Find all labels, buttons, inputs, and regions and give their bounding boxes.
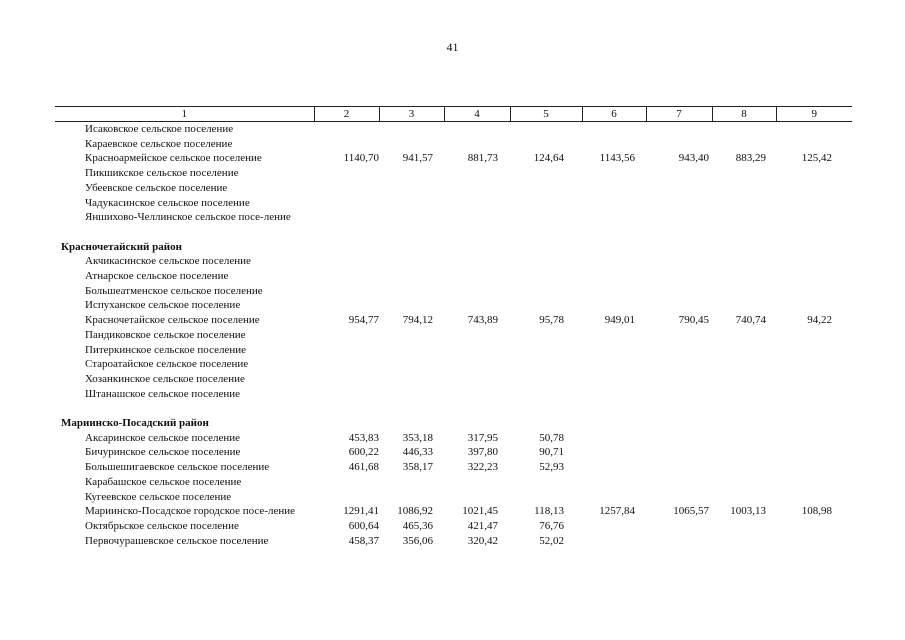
- value-cell-col-3: [379, 284, 444, 299]
- value-cell-col-5: 118,13: [534, 505, 564, 518]
- page-number: 41: [446, 40, 459, 54]
- settlement-name: Большеатменское сельское поселение: [85, 284, 263, 297]
- value-cell-col-3: [379, 328, 444, 343]
- value-cell-col-4: 317,95: [467, 431, 498, 444]
- table-row: [55, 298, 852, 313]
- settlement-name: Штанашское сельское поселение: [85, 387, 241, 400]
- table-row: [55, 372, 852, 387]
- value-cell-col-5: [510, 343, 582, 358]
- value-cell-col-4: 397,80: [467, 446, 498, 459]
- spacer-row: [55, 401, 852, 416]
- value-cell-col-2: 1140,70: [343, 152, 379, 165]
- value-cell-col-3: 1086,92: [397, 505, 433, 518]
- settlement-name: Первочурашевское сельское поселение: [85, 534, 269, 547]
- value-cell-col-2: 453,83: [348, 431, 379, 444]
- value-cell-col-3: 358,17: [402, 461, 433, 474]
- value-cell-col-8: [712, 475, 776, 490]
- value-cell-col-9: [776, 166, 852, 181]
- value-cell-col-2: [314, 137, 379, 152]
- value-cell-col-7: [646, 269, 712, 284]
- spacer-cell: [55, 225, 852, 240]
- settlement-name: Испуханское сельское поселение: [85, 299, 241, 312]
- value-cell-col-9: [776, 210, 852, 225]
- value-cell-col-6: [582, 357, 646, 372]
- settlement-name: Красночетайское сельское поселение: [85, 314, 260, 327]
- value-cell-col-2: [314, 298, 379, 313]
- value-cell-col-8: [712, 166, 776, 181]
- value-cell-col-8: [712, 357, 776, 372]
- value-cell-col-3: [379, 357, 444, 372]
- value-cell-col-2: [314, 343, 379, 358]
- value-cell-col-2: [314, 372, 379, 387]
- value-cell-col-6: [582, 137, 646, 152]
- value-cell-col-9: 94,22: [807, 314, 832, 327]
- value-cell-col-4: [444, 284, 510, 299]
- value-cell-col-4: [444, 196, 510, 211]
- value-cell-col-4: [444, 254, 510, 269]
- value-cell-col-4: [444, 181, 510, 196]
- header-row: [55, 107, 852, 122]
- value-cell-col-8: [712, 210, 776, 225]
- spacer-row: [55, 225, 852, 240]
- value-cell-col-4: [444, 328, 510, 343]
- value-cell-col-8: [712, 328, 776, 343]
- value-cell-col-8: [712, 181, 776, 196]
- value-cell-col-2: [314, 284, 379, 299]
- value-cell-col-8: [712, 196, 776, 211]
- table-row: [55, 490, 852, 505]
- table-row: [55, 343, 852, 358]
- value-cell-col-9: [776, 269, 852, 284]
- value-cell-col-6: [582, 210, 646, 225]
- settlement-name: Убеевское сельское поселение: [85, 181, 228, 194]
- table-row: [55, 166, 852, 181]
- value-cell-col-9: [776, 196, 852, 211]
- value-cell-col-2: [314, 328, 379, 343]
- column-header: 8: [712, 107, 776, 122]
- value-cell-col-9: [776, 343, 852, 358]
- table-row: [55, 122, 852, 137]
- value-cell-col-9: [776, 181, 852, 196]
- value-cell-col-4: 320,42: [467, 534, 498, 547]
- value-cell-col-5: 124,64: [533, 152, 564, 165]
- value-cell-col-5: [510, 475, 582, 490]
- value-cell-col-2: [314, 254, 379, 269]
- table-row: [55, 475, 852, 490]
- value-cell-col-4: [444, 490, 510, 505]
- value-cell-col-8: [712, 343, 776, 358]
- value-cell-col-6: [582, 298, 646, 313]
- value-cell-col-8: [712, 519, 776, 534]
- value-cell-col-6: 949,01: [604, 314, 635, 327]
- column-header: 3: [379, 107, 444, 122]
- value-cell-col-2: [314, 166, 379, 181]
- value-cell-col-8: [712, 490, 776, 505]
- value-cell-col-7: [646, 534, 712, 549]
- value-cell-col-3: 794,12: [402, 314, 433, 327]
- value-cell-col-5: 52,93: [539, 461, 564, 474]
- value-cell-col-5: [510, 284, 582, 299]
- value-cell-col-9: [776, 490, 852, 505]
- settlement-name: Мариинско-Посадское городское посе-ление: [85, 505, 296, 518]
- value-cell-col-6: 1143,56: [599, 152, 635, 165]
- value-cell-col-9: [776, 328, 852, 343]
- settlement-name: Карабашское сельское поселение: [85, 475, 242, 488]
- value-cell-col-2: [314, 387, 379, 402]
- value-cell-col-7: [646, 357, 712, 372]
- value-cell-col-2: [314, 475, 379, 490]
- table-row: [55, 313, 852, 328]
- settlement-name: Староатайское сельское поселение: [85, 358, 249, 371]
- value-cell-col-2: 461,68: [348, 461, 379, 474]
- value-cell-col-3: [379, 196, 444, 211]
- table-row: [55, 196, 852, 211]
- value-cell-col-2: 1291,41: [343, 505, 379, 518]
- value-cell-col-6: [582, 387, 646, 402]
- settlement-name: Октябрьское сельское поселение: [85, 519, 239, 532]
- value-cell-col-6: [582, 122, 646, 137]
- value-cell-col-4: [444, 269, 510, 284]
- value-cell-col-6: [582, 431, 646, 446]
- value-cell-col-3: 446,33: [402, 446, 433, 459]
- value-cell-col-5: [510, 372, 582, 387]
- value-cell-col-9: [776, 431, 852, 446]
- value-cell-col-8: [712, 534, 776, 549]
- value-cell-col-3: [379, 372, 444, 387]
- value-cell-col-7: [646, 490, 712, 505]
- value-cell-col-5: 76,76: [539, 519, 564, 532]
- value-cell-col-5: [510, 137, 582, 152]
- value-cell-col-8: 740,74: [735, 314, 766, 327]
- value-cell-col-5: [510, 387, 582, 402]
- settlement-name: Атнарское сельское поселение: [85, 270, 229, 283]
- spacer-cell: [55, 401, 852, 416]
- value-cell-col-8: [712, 431, 776, 446]
- value-cell-col-7: [646, 254, 712, 269]
- settlement-name: Чадукасинское сельское поселение: [85, 196, 250, 209]
- value-cell-col-2: [314, 210, 379, 225]
- settlement-name: Акчикасинское сельское поселение: [85, 255, 251, 268]
- value-cell-col-3: 941,57: [402, 152, 433, 165]
- value-cell-col-5: [510, 196, 582, 211]
- value-cell-col-9: [776, 387, 852, 402]
- value-cell-col-7: [646, 137, 712, 152]
- table-row: [55, 269, 852, 284]
- value-cell-col-4: 881,73: [467, 152, 498, 165]
- value-cell-col-7: [646, 343, 712, 358]
- value-cell-col-6: [582, 166, 646, 181]
- value-cell-col-9: 125,42: [801, 152, 832, 165]
- value-cell-col-5: [510, 269, 582, 284]
- value-cell-col-7: [646, 298, 712, 313]
- value-cell-col-2: [314, 181, 379, 196]
- district-heading: Красночетайский район: [61, 240, 182, 253]
- value-cell-col-2: 954,77: [348, 314, 379, 327]
- table-row: [55, 210, 852, 225]
- settlement-name: Аксаринское сельское поселение: [85, 431, 241, 444]
- value-cell-col-3: 353,18: [402, 431, 433, 444]
- value-cell-col-6: [582, 445, 646, 460]
- column-header: 6: [582, 107, 646, 122]
- value-cell-col-6: [582, 196, 646, 211]
- table-row: [55, 445, 852, 460]
- table-row: [55, 519, 852, 534]
- value-cell-col-3: [379, 181, 444, 196]
- value-cell-col-3: [379, 298, 444, 313]
- column-header: 9: [776, 107, 852, 122]
- value-cell-col-6: [582, 475, 646, 490]
- value-cell-col-6: [582, 534, 646, 549]
- value-cell-col-7: [646, 122, 712, 137]
- value-cell-col-7: [646, 445, 712, 460]
- table-row: [55, 431, 852, 446]
- value-cell-col-3: [379, 490, 444, 505]
- value-cell-col-4: [444, 387, 510, 402]
- value-cell-col-9: 108,98: [801, 505, 832, 518]
- value-cell-col-4: [444, 372, 510, 387]
- value-cell-col-6: [582, 519, 646, 534]
- value-cell-col-3: [379, 166, 444, 181]
- value-cell-col-6: [582, 460, 646, 475]
- value-cell-col-3: [379, 137, 444, 152]
- value-cell-col-5: [510, 490, 582, 505]
- value-cell-col-5: [510, 298, 582, 313]
- value-cell-col-7: [646, 166, 712, 181]
- value-cell-col-4: [444, 298, 510, 313]
- value-cell-col-8: 1003,13: [730, 505, 766, 518]
- table-row: [55, 181, 852, 196]
- value-cell-col-2: [314, 357, 379, 372]
- table-row: [55, 254, 852, 269]
- value-cell-col-5: [510, 181, 582, 196]
- column-header: 7: [646, 107, 712, 122]
- value-cell-col-6: [582, 328, 646, 343]
- value-cell-col-8: [712, 269, 776, 284]
- value-cell-col-5: 50,78: [539, 431, 564, 444]
- settlement-name: Красноармейское сельское поселение: [85, 152, 262, 165]
- value-cell-col-8: [712, 122, 776, 137]
- value-cell-col-4: [444, 475, 510, 490]
- value-cell-col-9: [776, 445, 852, 460]
- value-cell-col-3: [379, 122, 444, 137]
- data-table: [55, 106, 852, 548]
- value-cell-col-9: [776, 534, 852, 549]
- table-body: [55, 122, 852, 549]
- value-cell-col-2: 458,37: [348, 534, 379, 547]
- value-cell-col-5: 90,71: [539, 446, 564, 459]
- value-cell-col-8: [712, 445, 776, 460]
- value-cell-col-4: 1021,45: [462, 505, 498, 518]
- table-row: [55, 357, 852, 372]
- value-cell-col-5: [510, 210, 582, 225]
- value-cell-col-7: 1065,57: [673, 505, 709, 518]
- value-cell-col-7: [646, 181, 712, 196]
- table-row: [55, 504, 852, 519]
- value-cell-col-6: [582, 269, 646, 284]
- value-cell-col-5: [510, 254, 582, 269]
- value-cell-col-4: 743,89: [467, 314, 498, 327]
- value-cell-col-4: [444, 357, 510, 372]
- value-cell-col-8: [712, 284, 776, 299]
- settlement-name: Караевское сельское поселение: [85, 137, 233, 150]
- value-cell-col-7: [646, 519, 712, 534]
- settlement-name: Хозанкинское сельское поселение: [85, 372, 245, 385]
- value-cell-col-4: 322,23: [467, 461, 498, 474]
- value-cell-col-9: [776, 122, 852, 137]
- value-cell-col-5: 95,78: [539, 314, 564, 327]
- value-cell-col-8: [712, 298, 776, 313]
- value-cell-col-4: [444, 137, 510, 152]
- value-cell-col-5: [510, 166, 582, 181]
- value-cell-col-4: [444, 210, 510, 225]
- column-header: 1: [55, 107, 314, 122]
- settlement-name: Кугеевское сельское поселение: [85, 490, 232, 503]
- settlement-name: Исаковское сельское поселение: [85, 123, 234, 135]
- district-heading-row: [55, 416, 852, 431]
- value-cell-col-3: [379, 475, 444, 490]
- value-cell-col-9: [776, 460, 852, 475]
- table-row: [55, 137, 852, 152]
- value-cell-col-7: [646, 431, 712, 446]
- table-row: [55, 387, 852, 402]
- value-cell-col-5: [510, 122, 582, 137]
- value-cell-col-9: [776, 298, 852, 313]
- value-cell-col-4: [444, 166, 510, 181]
- value-cell-col-2: [314, 122, 379, 137]
- district-heading-row: [55, 240, 852, 255]
- column-header: 5: [510, 107, 582, 122]
- value-cell-col-8: [712, 460, 776, 475]
- value-cell-col-3: [379, 210, 444, 225]
- value-cell-col-6: [582, 343, 646, 358]
- value-cell-col-2: 600,64: [348, 519, 379, 532]
- value-cell-col-8: [712, 254, 776, 269]
- value-cell-col-7: [646, 328, 712, 343]
- value-cell-col-5: [510, 328, 582, 343]
- table-row: [55, 460, 852, 475]
- value-cell-col-3: [379, 269, 444, 284]
- value-cell-col-4: [444, 343, 510, 358]
- table-row: [55, 534, 852, 549]
- value-cell-col-6: 1257,84: [599, 505, 635, 518]
- value-cell-col-2: [314, 269, 379, 284]
- value-cell-col-8: [712, 372, 776, 387]
- value-cell-col-4: 421,47: [467, 519, 498, 532]
- value-cell-col-7: [646, 372, 712, 387]
- value-cell-col-8: [712, 137, 776, 152]
- settlement-name: Питеркинское сельское поселение: [85, 343, 246, 356]
- value-cell-col-7: [646, 460, 712, 475]
- settlement-name: Бичуринское сельское поселение: [85, 446, 241, 459]
- value-cell-col-2: 600,22: [348, 446, 379, 459]
- value-cell-col-3: 356,06: [402, 534, 433, 547]
- value-cell-col-5: 52,02: [539, 534, 564, 547]
- value-cell-col-4: [444, 122, 510, 137]
- value-cell-col-3: [379, 387, 444, 402]
- value-cell-col-9: [776, 357, 852, 372]
- table-row: [55, 284, 852, 299]
- value-cell-col-3: [379, 343, 444, 358]
- column-header: 4: [444, 107, 510, 122]
- value-cell-col-8: 883,29: [735, 152, 766, 165]
- value-cell-col-9: [776, 372, 852, 387]
- value-cell-col-8: [712, 387, 776, 402]
- table-row: [55, 151, 852, 166]
- value-cell-col-9: [776, 254, 852, 269]
- value-cell-col-6: [582, 490, 646, 505]
- value-cell-col-7: [646, 284, 712, 299]
- value-cell-col-7: 790,45: [678, 314, 709, 327]
- value-cell-col-2: [314, 490, 379, 505]
- value-cell-col-6: [582, 254, 646, 269]
- value-cell-col-2: [314, 196, 379, 211]
- column-header: 2: [314, 107, 379, 122]
- district-heading: Мариинско-Посадский район: [61, 417, 209, 430]
- settlement-name: Большешигаевское сельское поселение: [85, 461, 270, 474]
- value-cell-col-7: [646, 210, 712, 225]
- value-cell-col-9: [776, 475, 852, 490]
- value-cell-col-6: [582, 372, 646, 387]
- settlement-name: Яншихово-Челлинское сельское посе-ление: [85, 211, 291, 224]
- value-cell-col-3: [379, 254, 444, 269]
- value-cell-col-7: [646, 387, 712, 402]
- value-cell-col-6: [582, 284, 646, 299]
- table-row: [55, 328, 852, 343]
- value-cell-col-6: [582, 181, 646, 196]
- value-cell-col-7: [646, 475, 712, 490]
- value-cell-col-7: [646, 196, 712, 211]
- value-cell-col-7: 943,40: [678, 152, 709, 165]
- value-cell-col-9: [776, 137, 852, 152]
- value-cell-col-9: [776, 284, 852, 299]
- settlement-name: Пикшикское сельское поселение: [85, 167, 239, 180]
- settlement-name: Пандиковское сельское поселение: [85, 328, 246, 341]
- value-cell-col-9: [776, 519, 852, 534]
- value-cell-col-3: 465,36: [402, 519, 433, 532]
- value-cell-col-5: [510, 357, 582, 372]
